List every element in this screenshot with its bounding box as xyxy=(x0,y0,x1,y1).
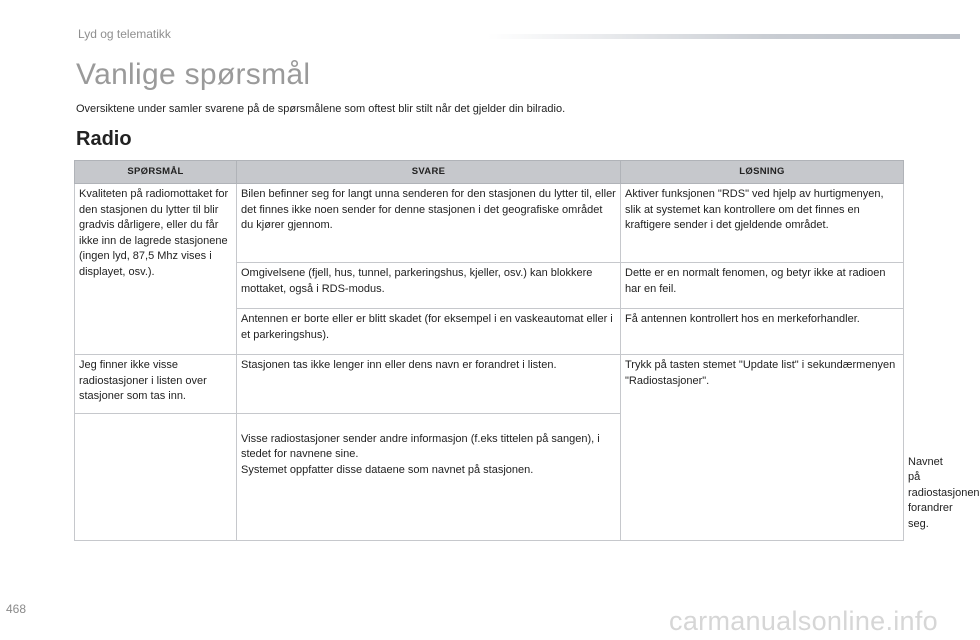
column-header-question: SPØRSMÅL xyxy=(75,161,237,184)
solution-cell: Få antennen kontrollert hos en merkeforhandler. xyxy=(621,309,904,355)
page-number: 468 xyxy=(6,602,27,616)
page-title: Vanlige spørsmål xyxy=(76,58,311,91)
answer-cell xyxy=(237,413,621,541)
watermark-text: carmanualsonline.info xyxy=(669,606,938,636)
question-cell xyxy=(75,413,237,541)
faq-table xyxy=(74,160,980,541)
solution-cell: Trykk på tasten stemet "Update list" i sekundærmenyen "Radiostasjoner". xyxy=(621,355,904,541)
section-header: Lyd og telematikk xyxy=(78,27,171,41)
table-row xyxy=(75,355,904,414)
answer-text: Systemet oppfatter disse dataene som navnet på stasjonen. xyxy=(241,463,534,476)
header-divider-bar xyxy=(488,34,960,39)
column-header-solution: LØSNING xyxy=(621,161,904,184)
solution-cell: Dette er en normalt fenomen, og betyr ikke at radioen har en feil. xyxy=(621,263,904,309)
answer-cell: Antennen er borte eller er blitt skadet (for eksempel i en vaskeautomat eller i et parkeringshus). xyxy=(237,309,621,355)
question-cell: Jeg finner ikke visse radiostasjoner i listen over stasjoner som tas inn. xyxy=(75,355,237,414)
column-header-answer: SVARE xyxy=(237,161,621,184)
table-row xyxy=(75,184,904,263)
table-row: Navnet på radiostasjonen forandrer seg. xyxy=(908,455,980,530)
intro-text: Oversiktene under samler svarene på de spørsmålene som oftest blir stilt når det gjelder din bilradio. xyxy=(76,103,566,115)
solution-cell: Aktiver funksjonen "RDS" ved hjelp av hurtigmenyen, slik at systemet kan kontrollere om det finnes en kraftigere sender i det gjeldende området. xyxy=(621,184,904,263)
section-title: Radio xyxy=(76,128,132,150)
answer-cell: Bilen befinner seg for langt unna senderen for den stasjonen du lytter til, eller det finnes ikke noen sender for denne stasjonen i det geografiske området du kjører gjennom. xyxy=(237,184,621,263)
question-cell: Kvaliteten på radiomottaket for den stasjonen du lytter til blir gradvis dårligere, eller du får ikke inn de lagrede stasjonene (ingen lyd, 87,5 Mhz vises i displayet, osv.). xyxy=(75,184,237,355)
table-header-row xyxy=(75,161,904,184)
answer-cell: Omgivelsene (fjell, hus, tunnel, parkeringshus, kjeller, osv.) kan blokkere mottaket, også i RDS-modus. xyxy=(237,263,621,309)
answer-cell: Stasjonen tas ikke lenger inn eller dens navn er forandret i listen. xyxy=(237,355,621,414)
answer-text: Visse radiostasjoner sender andre informasjon (f.eks tittelen på sangen), i stedet for navnene sine. xyxy=(241,432,600,460)
